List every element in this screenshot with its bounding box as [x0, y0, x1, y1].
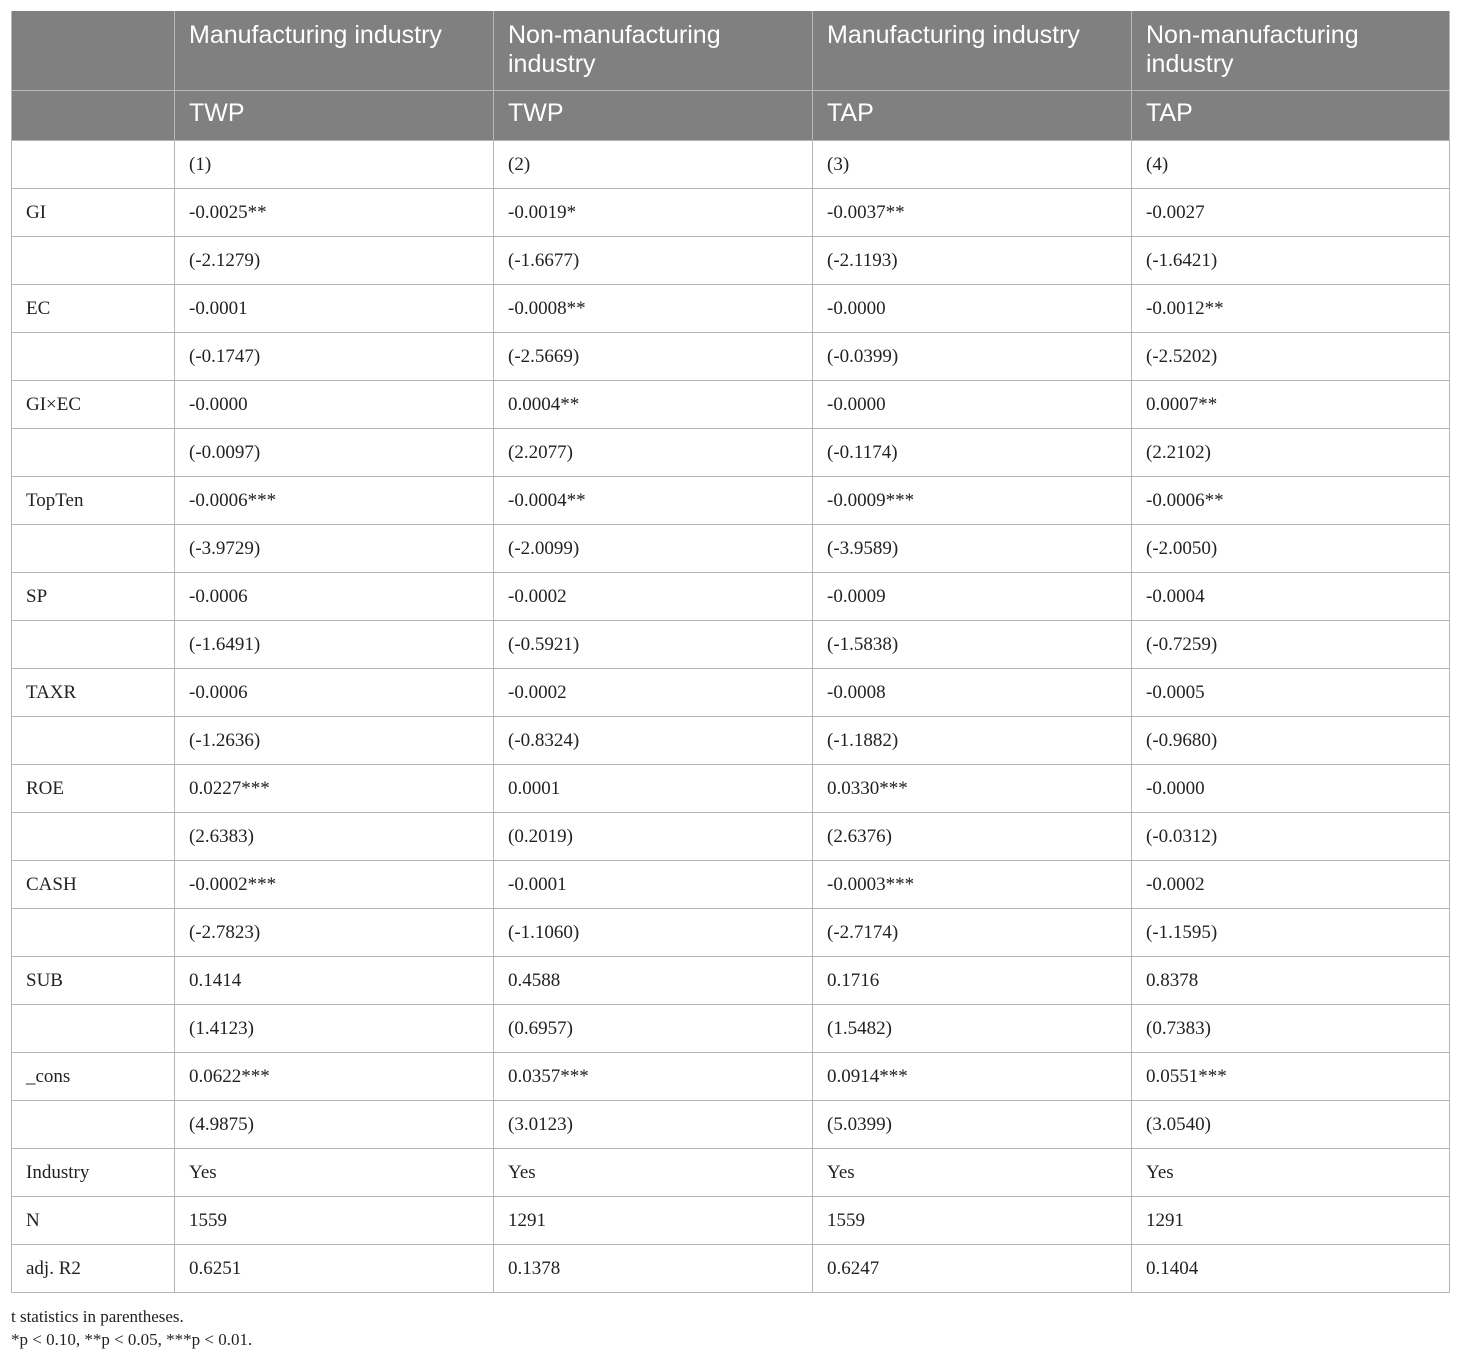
table-row [12, 285, 1450, 333]
row-label-cell: _cons [12, 1053, 175, 1101]
value-cell: -0.0002 [494, 669, 813, 717]
value-cell: (-3.9729) [175, 525, 494, 573]
value-cell: (-2.1193) [813, 237, 1132, 285]
value-cell: (0.6957) [494, 1005, 813, 1053]
value-cell: -0.0025** [175, 189, 494, 237]
value-cell: (-1.1060) [494, 909, 813, 957]
table-row [12, 1197, 1450, 1245]
table-row [12, 477, 1450, 525]
header-cell-variable-2: TWP [494, 91, 813, 141]
table-row [12, 957, 1450, 1005]
value-cell: 0.0001 [494, 765, 813, 813]
value-cell: (0.7383) [1132, 1005, 1450, 1053]
value-cell: (-0.0399) [813, 333, 1132, 381]
value-cell: -0.0019* [494, 189, 813, 237]
row-label-cell: adj. R2 [12, 1245, 175, 1293]
value-cell: (-0.0097) [175, 429, 494, 477]
header-cell-industry-3: Manufacturing industry [813, 11, 1132, 91]
note-t-statistics: t statistics in parentheses. [11, 1307, 184, 1326]
table-row [12, 669, 1450, 717]
value-cell: (-1.6421) [1132, 237, 1450, 285]
header-cell-corner-2 [12, 91, 175, 141]
value-cell: -0.0027 [1132, 189, 1450, 237]
value-cell: -0.0001 [494, 861, 813, 909]
value-cell: (-1.2636) [175, 717, 494, 765]
table-row [12, 141, 1450, 189]
value-cell: -0.0000 [175, 381, 494, 429]
row-label-cell [12, 1005, 175, 1053]
value-cell: -0.0001 [175, 285, 494, 333]
value-cell: 0.0330*** [813, 765, 1132, 813]
value-cell: (-2.0050) [1132, 525, 1450, 573]
row-label-cell: SUB [12, 957, 175, 1005]
row-label-cell [12, 813, 175, 861]
value-cell: -0.0009*** [813, 477, 1132, 525]
row-label-cell [12, 237, 175, 285]
value-cell: 1291 [1132, 1197, 1450, 1245]
value-cell: 0.0622*** [175, 1053, 494, 1101]
value-cell: (-3.9589) [813, 525, 1132, 573]
row-label-cell [12, 141, 175, 189]
regression-table [11, 11, 1450, 1293]
value-cell: (5.0399) [813, 1101, 1132, 1149]
header-cell-variable-1: TWP [175, 91, 494, 141]
value-cell: 0.0227*** [175, 765, 494, 813]
table-row [12, 1053, 1450, 1101]
row-label-cell: SP [12, 573, 175, 621]
value-cell: (1.5482) [813, 1005, 1132, 1053]
row-label-cell: N [12, 1197, 175, 1245]
table-row [12, 717, 1450, 765]
value-cell: (-2.7823) [175, 909, 494, 957]
value-cell: -0.0003*** [813, 861, 1132, 909]
value-cell: 0.6251 [175, 1245, 494, 1293]
row-label-cell: ROE [12, 765, 175, 813]
table-row [12, 429, 1450, 477]
value-cell: (-2.5202) [1132, 333, 1450, 381]
value-cell: 1559 [175, 1197, 494, 1245]
value-cell: 0.0007** [1132, 381, 1450, 429]
value-cell: (0.2019) [494, 813, 813, 861]
row-label-cell: TopTen [12, 477, 175, 525]
table-row [12, 525, 1450, 573]
value-cell: (4) [1132, 141, 1450, 189]
value-cell: (1.4123) [175, 1005, 494, 1053]
value-cell: -0.0000 [1132, 765, 1450, 813]
value-cell: (-2.5669) [494, 333, 813, 381]
value-cell: -0.0000 [813, 285, 1132, 333]
value-cell: (-0.8324) [494, 717, 813, 765]
header-cell-industry-2: Non-manufacturing industry [494, 11, 813, 91]
value-cell: (-2.7174) [813, 909, 1132, 957]
value-cell: (-0.1174) [813, 429, 1132, 477]
value-cell: -0.0004** [494, 477, 813, 525]
table-notes [11, 1305, 252, 1351]
header-cell-corner [12, 11, 175, 91]
value-cell: -0.0037** [813, 189, 1132, 237]
row-label-cell [12, 525, 175, 573]
value-cell: (-2.0099) [494, 525, 813, 573]
header-cell-variable-3: TAP [813, 91, 1132, 141]
value-cell: -0.0008** [494, 285, 813, 333]
value-cell: (3.0540) [1132, 1101, 1450, 1149]
row-label-cell: GI [12, 189, 175, 237]
row-label-cell [12, 909, 175, 957]
table-body [12, 141, 1450, 1293]
value-cell: -0.0002*** [175, 861, 494, 909]
header-cell-variable-4: TAP [1132, 91, 1450, 141]
header-row-variable [12, 91, 1450, 141]
row-label-cell: TAXR [12, 669, 175, 717]
value-cell: -0.0006 [175, 669, 494, 717]
table-row [12, 813, 1450, 861]
value-cell: -0.0006** [1132, 477, 1450, 525]
value-cell: 1291 [494, 1197, 813, 1245]
value-cell: -0.0000 [813, 381, 1132, 429]
value-cell: (4.9875) [175, 1101, 494, 1149]
value-cell: (2) [494, 141, 813, 189]
regression-table-container [11, 11, 1449, 1293]
row-label-cell [12, 1101, 175, 1149]
value-cell: 0.1716 [813, 957, 1132, 1005]
table-row [12, 621, 1450, 669]
value-cell: (2.2102) [1132, 429, 1450, 477]
table-row [12, 1149, 1450, 1197]
row-label-cell: GI×EC [12, 381, 175, 429]
value-cell: Yes [494, 1149, 813, 1197]
value-cell: (-1.6677) [494, 237, 813, 285]
table-row [12, 189, 1450, 237]
row-label-cell: Industry [12, 1149, 175, 1197]
value-cell: (-0.9680) [1132, 717, 1450, 765]
value-cell: 0.0551*** [1132, 1053, 1450, 1101]
row-label-cell [12, 333, 175, 381]
value-cell: (-0.1747) [175, 333, 494, 381]
row-label-cell [12, 717, 175, 765]
note-significance: *p < 0.10, **p < 0.05, ***p < 0.01. [11, 1330, 253, 1349]
value-cell: Yes [813, 1149, 1132, 1197]
value-cell: -0.0008 [813, 669, 1132, 717]
value-cell: (-1.5838) [813, 621, 1132, 669]
header-cell-industry-1: Manufacturing industry [175, 11, 494, 91]
value-cell: (-0.0312) [1132, 813, 1450, 861]
table-row [12, 765, 1450, 813]
value-cell: (-0.7259) [1132, 621, 1450, 669]
value-cell: -0.0002 [1132, 861, 1450, 909]
value-cell: (2.2077) [494, 429, 813, 477]
value-cell: -0.0012** [1132, 285, 1450, 333]
value-cell: -0.0006 [175, 573, 494, 621]
value-cell: Yes [175, 1149, 494, 1197]
table-row [12, 861, 1450, 909]
header-row-industry [12, 11, 1450, 91]
value-cell: 0.0004** [494, 381, 813, 429]
value-cell: -0.0002 [494, 573, 813, 621]
value-cell: 1559 [813, 1197, 1132, 1245]
table-row [12, 1101, 1450, 1149]
row-label-cell: CASH [12, 861, 175, 909]
value-cell: -0.0004 [1132, 573, 1450, 621]
value-cell: 0.8378 [1132, 957, 1450, 1005]
table-row [12, 1245, 1450, 1293]
table-row [12, 333, 1450, 381]
value-cell: -0.0006*** [175, 477, 494, 525]
row-label-cell [12, 621, 175, 669]
value-cell: (2.6376) [813, 813, 1132, 861]
table-header [12, 11, 1450, 141]
value-cell: (3) [813, 141, 1132, 189]
table-row [12, 237, 1450, 285]
value-cell: 0.1414 [175, 957, 494, 1005]
table-row [12, 573, 1450, 621]
value-cell: -0.0009 [813, 573, 1132, 621]
value-cell: (2.6383) [175, 813, 494, 861]
table-row [12, 909, 1450, 957]
value-cell: 0.0357*** [494, 1053, 813, 1101]
row-label-cell: EC [12, 285, 175, 333]
value-cell: 0.1404 [1132, 1245, 1450, 1293]
value-cell: 0.0914*** [813, 1053, 1132, 1101]
value-cell: (-1.1595) [1132, 909, 1450, 957]
value-cell: -0.0005 [1132, 669, 1450, 717]
header-cell-industry-4: Non-manufacturing industry [1132, 11, 1450, 91]
table-row [12, 381, 1450, 429]
value-cell: 0.6247 [813, 1245, 1132, 1293]
value-cell: 0.1378 [494, 1245, 813, 1293]
value-cell: Yes [1132, 1149, 1450, 1197]
value-cell: (-0.5921) [494, 621, 813, 669]
value-cell: (1) [175, 141, 494, 189]
table-row [12, 1005, 1450, 1053]
value-cell: (-1.6491) [175, 621, 494, 669]
row-label-cell [12, 429, 175, 477]
value-cell: (3.0123) [494, 1101, 813, 1149]
value-cell: (-2.1279) [175, 237, 494, 285]
value-cell: (-1.1882) [813, 717, 1132, 765]
value-cell: 0.4588 [494, 957, 813, 1005]
